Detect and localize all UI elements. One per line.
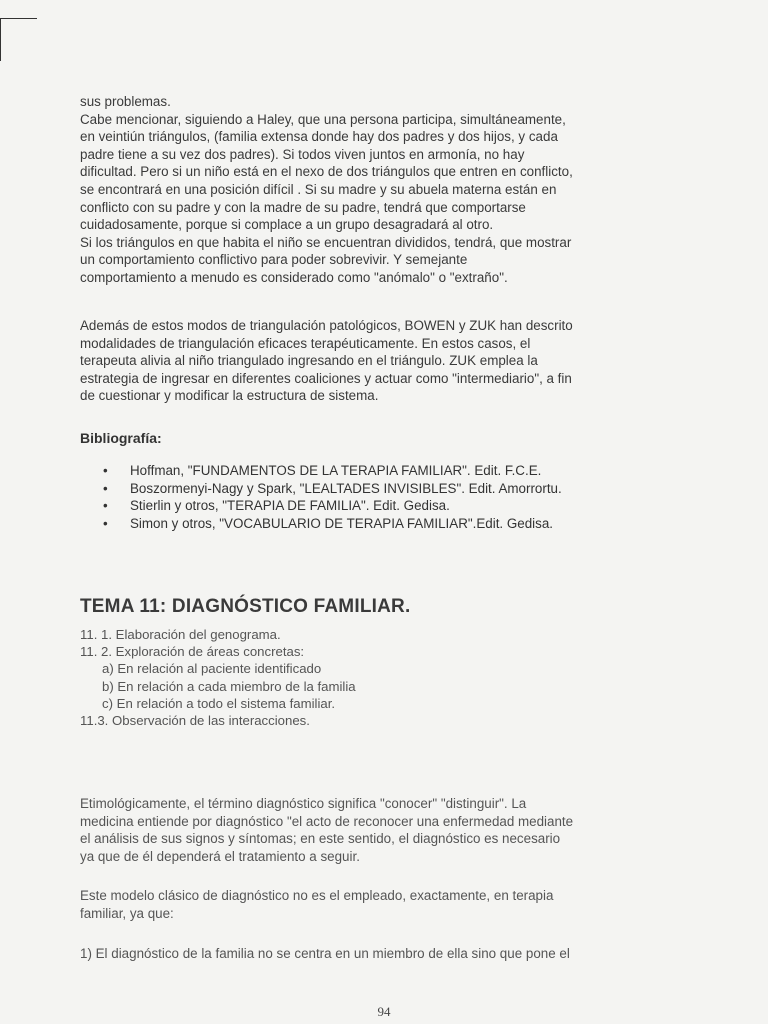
paragraph-bowen-zuk bbox=[80, 317, 700, 405]
paragraph-etymology bbox=[80, 795, 700, 865]
page-number: 94 bbox=[377, 1004, 391, 1019]
bibliography-item-text: Hoffman, "FUNDAMENTOS DE LA TERAPIA FAMILIAR". Edit. F.C.E. bbox=[130, 463, 542, 478]
text-line: sus problemas. bbox=[80, 94, 171, 109]
bullet: • bbox=[103, 463, 108, 478]
text-line: familiar, ya que: bbox=[80, 905, 174, 921]
bibliography-heading: Bibliografía: bbox=[80, 430, 162, 446]
text-line: cuidadosamente, porque si complace a un grupo desagradará al otro. bbox=[80, 217, 494, 233]
bibliography-item-text: Simon y otros, "VOCABULARIO DE TERAPIA FAMILIAR".Edit. Gedisa. bbox=[130, 515, 554, 531]
bibliography-item bbox=[100, 497, 562, 515]
text-line: el análisis de sus signos y síntomas; en este sentido, el diagnóstico es necesario bbox=[80, 831, 561, 847]
text-line: se encontrará en una posición difícil . Si su madre y su abuela materna están en bbox=[80, 181, 557, 197]
text-line: terapeuta alivia al niño triangulado ingresando en el triángulo. ZUK emplea la bbox=[80, 353, 538, 369]
bullet: • bbox=[103, 480, 108, 496]
paragraph-classic-model bbox=[80, 887, 700, 922]
text-line: Si los triángulos en que habita el niño se encuentran divididos, tendrá, que mostrar bbox=[80, 234, 572, 250]
bibliography-item bbox=[100, 462, 562, 480]
text-line: estrategia de ingresar en diferentes coaliciones y actuar como "intermediario", a fin bbox=[80, 370, 572, 386]
outline-subitem: b) En relación a cada miembro de la familia bbox=[102, 678, 356, 694]
bibliography-list bbox=[100, 462, 562, 532]
outline-subitem: a) En relación al paciente identificado bbox=[102, 661, 322, 677]
section-outline bbox=[80, 626, 356, 729]
outline-subitem: c) En relación a todo el sistema familiar. bbox=[102, 695, 336, 711]
bibliography-item-text: Stierlin y otros, "TERAPIA DE FAMILIA". Edit. Gedisa. bbox=[130, 498, 450, 514]
text-line: conflicto con su padre y con la madre de su padre, tendrá que comportarse bbox=[80, 199, 526, 215]
scan-corner-mark bbox=[0, 18, 37, 61]
text-line: Además de estos modos de triangulación patológicos, BOWEN y ZUK han descrito bbox=[80, 318, 573, 333]
text-line: dificultad. Pero si un niño está en el nexo de dos triángulos que entren en conflicto, bbox=[80, 164, 573, 180]
text-line: Cabe mencionar, siguiendo a Haley, que una persona participa, simultáneamente, bbox=[80, 111, 566, 127]
text-line: modalidades de triangulación eficaces terapéuticamente. En estos casos, el bbox=[80, 335, 531, 351]
section-title: TEMA 11: DIAGNÓSTICO FAMILIAR. bbox=[80, 596, 411, 617]
text-line: ya que de él dependerá el tratamiento a seguir. bbox=[80, 848, 360, 864]
bibliography-item-text: Boszormenyi-Nagy y Spark, "LEALTADES INVISIBLES". Edit. Amorrortu. bbox=[130, 480, 562, 496]
text-line: Etimológicamente, el término diagnóstico significa "conocer" "distinguir". La bbox=[80, 796, 527, 811]
outline-item: 11. 1. Elaboración del genograma. bbox=[80, 627, 281, 642]
bibliography-item bbox=[100, 515, 562, 533]
paragraph-point-one bbox=[80, 945, 700, 963]
bullet: • bbox=[103, 498, 108, 514]
text-line: Este modelo clásico de diagnóstico no es el empleado, exactamente, en terapia bbox=[80, 888, 554, 903]
text-line: comportamiento a menudo es considerado como "anómalo" o "extraño". bbox=[80, 269, 508, 285]
text-line: 1) El diagnóstico de la familia no se centra en un miembro de ella sino que pone el bbox=[80, 946, 570, 961]
outline-item: 11. 2. Exploración de áreas concretas: bbox=[80, 644, 305, 660]
text-line: en veintiún triángulos, (familia extensa donde hay dos padres y dos hijos, y cada bbox=[80, 129, 558, 145]
bullet: • bbox=[103, 515, 108, 531]
text-line: de cuestionar y modificar la estructura de sistema. bbox=[80, 388, 379, 404]
text-line: un comportamiento conflictivo para poder sobrevivir. Y semejante bbox=[80, 252, 468, 268]
bibliography-item bbox=[100, 480, 562, 498]
outline-item: 11.3. Observación de las interacciones. bbox=[80, 713, 310, 729]
text-line: padre tiene a su vez dos padres). Si todos viven juntos en armonía, no hay bbox=[80, 146, 525, 162]
paragraph-triangles bbox=[80, 93, 700, 287]
text-line: medicina entiende por diagnóstico "el acto de reconocer una enfermedad mediante bbox=[80, 813, 574, 829]
